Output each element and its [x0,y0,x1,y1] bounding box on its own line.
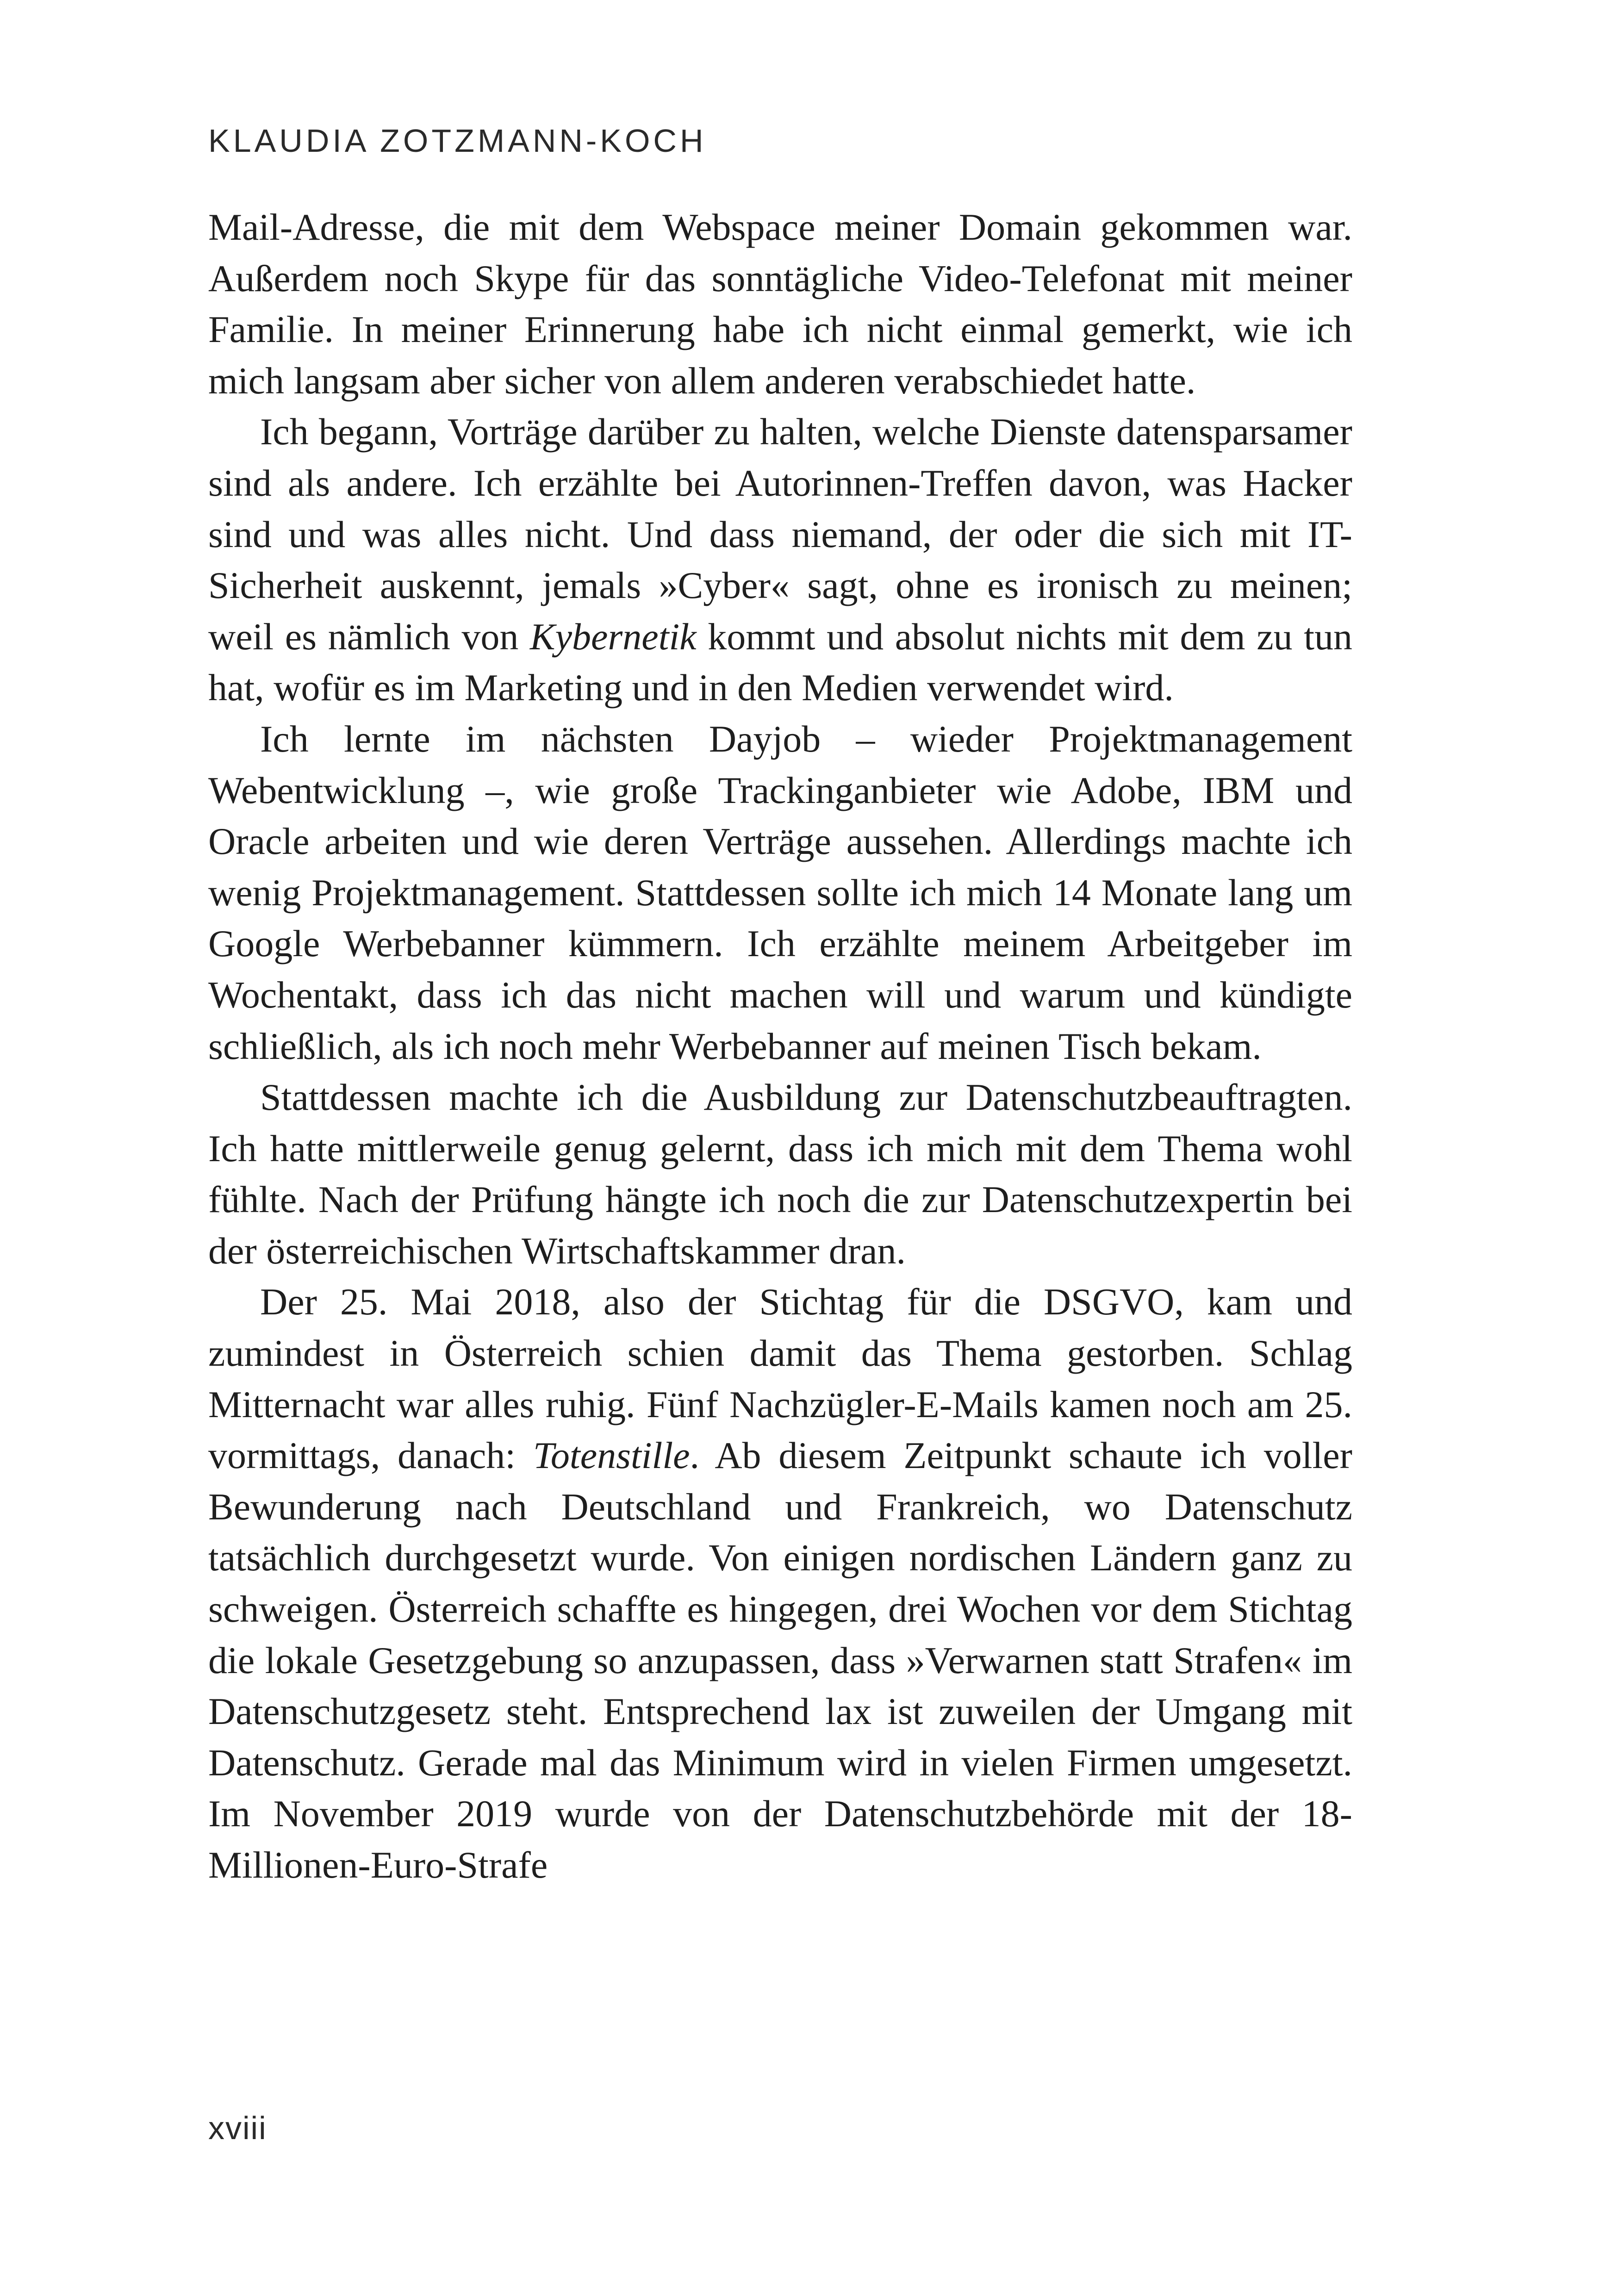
paragraph-5-part-2: . Ab diesem Zeitpunkt schaute ich voller Bewunderung nach Deutschland und Frankreich, wo Datenschutz tatsächlich durchgesetzt wurde. Von einigen nordischen Ländern ganz zu schweigen. Österreich schaffte es hingegen, drei Wochen vor dem Stichtag die lokale Gesetzgebung so anzupassen, dass »Verwarnen statt Strafen« im Datenschutzgesetz steht. Entsprechend lax ist zuweilen der Umgang mit Datenschutz. Gerade mal das Minimum wird in vielen Firmen umgesetzt. Im November 2019 wurde von der Datenschutzbehörde mit der 18-Millionen-Euro-Strafe [208,1434,1352,1886]
paragraph-4: Stattdessen machte ich die Ausbildung zur Datenschutzbeauftragten. Ich hatte mittlerweile genug gelernt, dass ich mich mit dem Thema wohl fühlte. Nach der Prüfung hängte ich noch die zur Datenschutzexpertin bei der österreichischen Wirtschaftskammer dran. [208,1076,1352,1272]
paragraph-1: Mail-Adresse, die mit dem Webspace meiner Domain gekommen war. Außerdem noch Skype für das sonntägliche Video-Telefonat mit meiner Familie. In meiner Erinnerung habe ich nicht einmal gemerkt, wie ich mich langsam aber sicher von allem anderen verabschiedet hatte. [208,206,1352,402]
paragraph-2-part-1: Ich begann, Vorträge darüber zu halten, welche Dienste datensparsamer sind als andere. Ich erzählte bei Autorinnen-Treffen davon, was Hacker sind und was alles nicht. Und dass niemand, der oder die sich mit IT-Sicherheit auskennt, jemals »Cyber« sagt, ohne es ironisch zu meinen; weil es nämlich von [208,411,1352,658]
body-text [208,202,1352,1891]
paragraph-2 [208,406,1352,714]
page-number: xviii [208,2110,267,2146]
paragraph-2-emphasis: Kybernetik [529,615,697,658]
paragraph-5 [208,1276,1352,1891]
paragraph-2-part-2: kommt und absolut nichts mit dem zu tun hat, wofür es im Marketing und in den Medien verwendet wird. [208,615,1353,709]
paragraph-5-emphasis: Totenstille [533,1434,690,1477]
paragraph-5-part-1: Der 25. Mai 2018, also der Stichtag für die DSGVO, kam und zumindest in Österreich schien damit das Thema gestorben. Schlag Mitternacht war alles ruhig. Fünf Nachzügler-E-Mails kamen noch am 25. vormittags, danach: [208,1281,1352,1477]
running-head-author: KLAUDIA ZOTZMANN-KOCH [208,123,707,159]
paragraph-3: Ich lernte im nächsten Dayjob – wieder Projektmanagement Webentwicklung –, wie große Trackinganbieter wie Adobe, IBM und Oracle arbeiten und wie deren Verträge aussehen. Allerdings machte ich wenig Projektmanagement. Stattdessen sollte ich mich 14 Monate lang um Google Werbebanner kümmern. Ich erzählte meinem Arbeitgeber im Wochentakt, dass ich das nicht machen will und warum und kündigte schließlich, als ich noch mehr Werbebanner auf meinen Tisch bekam. [208,717,1352,1067]
